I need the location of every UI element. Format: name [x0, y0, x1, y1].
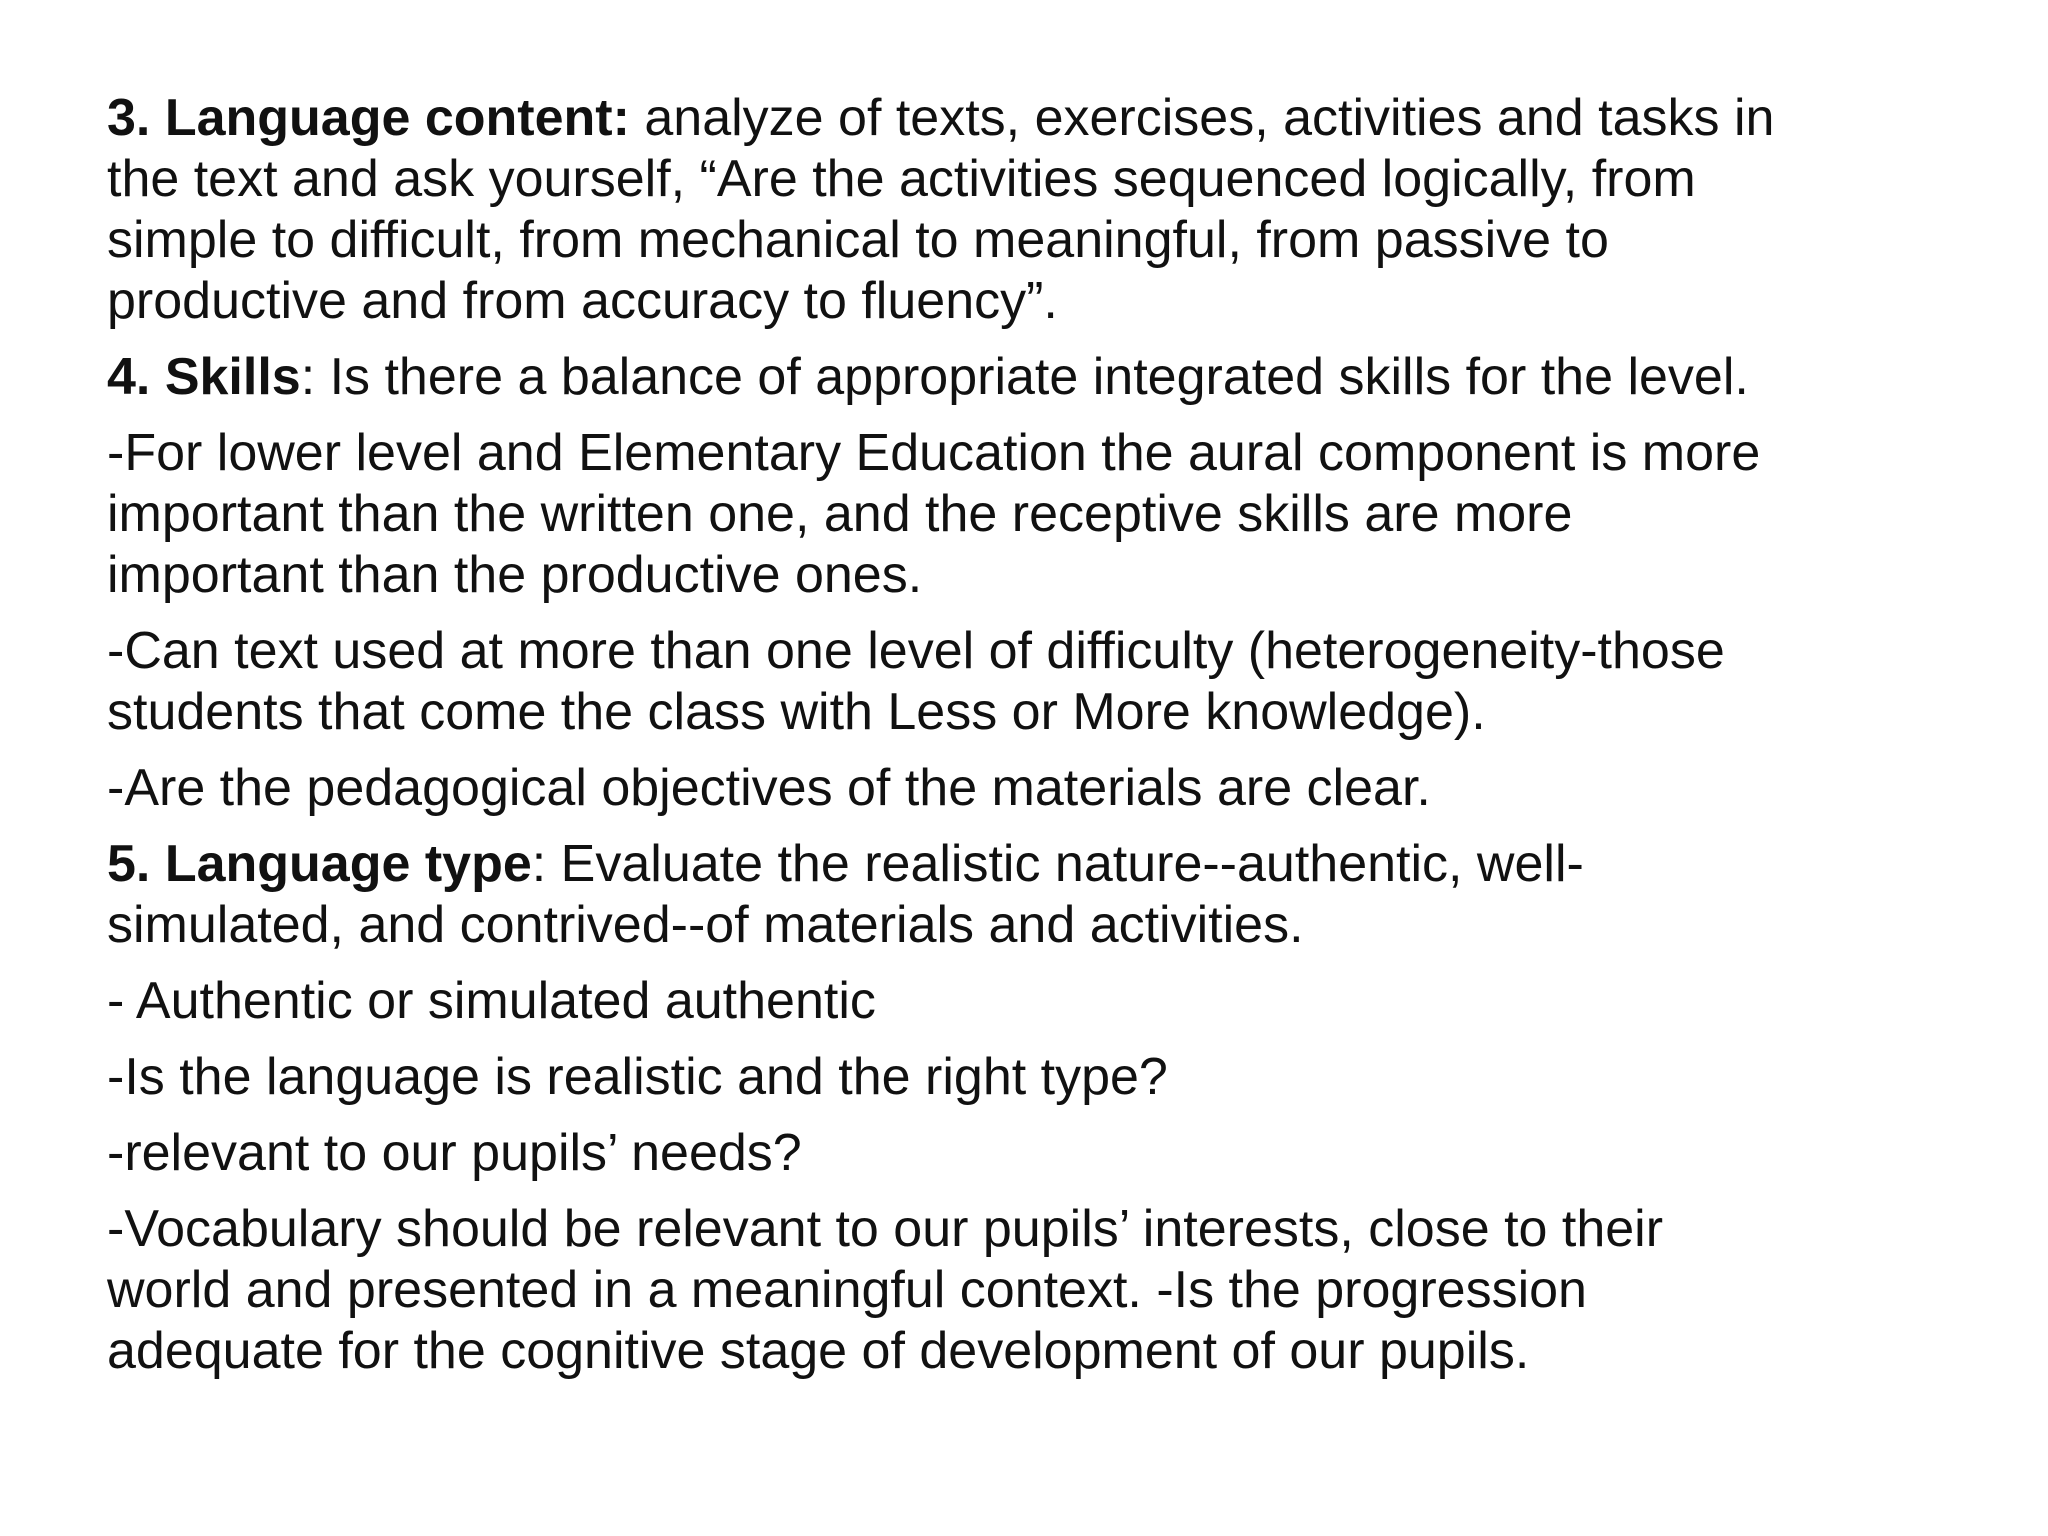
line-text: : Evaluate the realistic nature--authentic, well- [531, 835, 1584, 893]
text-line [107, 88, 2007, 149]
heading-language-content: 3. Language content: [107, 89, 630, 147]
text-line [107, 423, 2007, 484]
line-text: -Can text used at more than one level of difficulty (heterogeneity-those [107, 622, 1725, 680]
text-line [107, 271, 2007, 332]
text-line [107, 895, 2007, 956]
line-text: simulated, and contrived--of materials and activities. [107, 896, 1304, 954]
text-line [107, 149, 2007, 210]
line-text: - Authentic or simulated authentic [107, 972, 876, 1030]
paragraph-skills [107, 347, 2007, 408]
line-text: world and presented in a meaningful context. -Is the progression [107, 1261, 1587, 1319]
line-text: : Is there a balance of appropriate integrated skills for the level. [300, 348, 1749, 406]
text-line [107, 971, 2007, 1032]
paragraph-language-content [107, 88, 2007, 332]
paragraph-language-type [107, 834, 2007, 956]
text-line [107, 834, 2007, 895]
line-text: simple to difficult, from mechanical to meaningful, from passive to [107, 211, 1609, 269]
heading-skills: 4. Skills [107, 348, 301, 406]
line-text: -Are the pedagogical objectives of the materials are clear. [107, 759, 1431, 817]
paragraph-authentic [107, 971, 2007, 1032]
text-line [107, 347, 2007, 408]
line-text: important than the productive ones. [107, 546, 923, 604]
text-line [107, 1321, 2007, 1382]
paragraph-realistic [107, 1047, 2007, 1108]
text-line [107, 545, 2007, 606]
line-text: productive and from accuracy to fluency”. [107, 272, 1058, 330]
text-line [107, 1047, 2007, 1108]
text-line [107, 1199, 2007, 1260]
text-line [107, 621, 2007, 682]
text-line [107, 682, 2007, 743]
line-text: important than the written one, and the receptive skills are more [107, 485, 1573, 543]
paragraph-relevant-needs [107, 1123, 2007, 1184]
line-text: students that come the class with Less or More knowledge). [107, 683, 1486, 741]
line-text: -relevant to our pupils’ needs? [107, 1124, 802, 1182]
text-line [107, 1123, 2007, 1184]
heading-language-type: 5. Language type [107, 835, 532, 893]
line-text: analyze of texts, exercises, activities and tasks in [629, 89, 1775, 147]
line-text: -For lower level and Elementary Education the aural component is more [107, 424, 1761, 482]
paragraph-objectives [107, 758, 2007, 819]
line-text: adequate for the cognitive stage of development of our pupils. [107, 1322, 1530, 1380]
line-text: the text and ask yourself, “Are the activities sequenced logically, from [107, 150, 1696, 208]
text-line [107, 484, 2007, 545]
paragraph-vocabulary [107, 1199, 2007, 1382]
paragraph-lower-level [107, 423, 2007, 606]
slide-body-text [107, 88, 2007, 1382]
text-line [107, 758, 2007, 819]
text-line [107, 1260, 2007, 1321]
line-text: -Vocabulary should be relevant to our pupils’ interests, close to their [107, 1200, 1664, 1258]
text-line [107, 210, 2007, 271]
line-text: -Is the language is realistic and the right type? [107, 1048, 1168, 1106]
paragraph-difficulty-levels [107, 621, 2007, 743]
